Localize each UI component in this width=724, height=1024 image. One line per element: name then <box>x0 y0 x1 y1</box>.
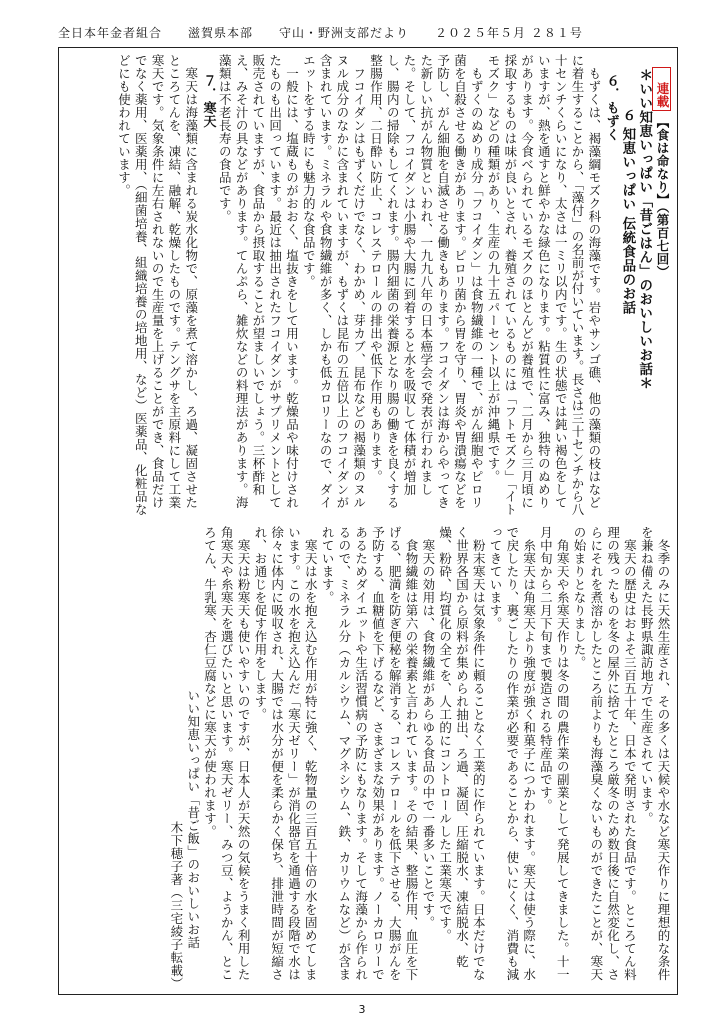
series-name: 【食は命なり】（第百七回） <box>655 115 670 278</box>
paragraph: 寒天の歴史はおよそ三百五十年、日本で発明された食品です。ところてん料理の残ったものを冬の屋外に捨てたところ厳冬のため数日後に自然変化し、さらにそれを煮溶かしたところ前よりも海藻臭くないものができたことが、寒天の始まりとなりました。 <box>572 526 638 981</box>
paragraph: もずくは、褐藻綱モズク科の海藻です。岩やサンゴ礁、他の藻類の枝はなどに着生することから、「藻付」の名前が付いています。長さは三十センチから八十センチくらいになり、太さは一ミリ以内です。生の状態では鈍い褐色をしていますが、熱を通すと鮮やかな緑色になります。粘質性に富み、独特のぬめりがあります。今食べられているモズクのほとんどが養殖で、二月から三月頃に採取するものは味が良いとされ、養殖されているものには「フトモズク」「イトモズク」などの種類があり、生産の九十五パーセント以上が沖縄県です。 <box>486 54 602 516</box>
paragraph: 角寒天や糸寒天作りは冬の間の農作業の副業として発展してきました。十一月中旬から二月下旬まで製造される特産品です。 <box>538 526 571 981</box>
paragraph: 糸寒天は角寒天より強度が強く和菓子につかわれます。寒天は使う際に、水で戻したり、裏ごしたりの作業が必要であることから、使いにくく、消費も減ってきています。 <box>488 526 537 981</box>
paragraph: 食物繊維は第六の栄養素と言われています。その結果、整腸作用、血圧を下げる、肥満を防ぎ便秘を解消する、コレステロールを低下させる、大腸がんを予防する、血糖値を下げるなど、さまざまな効果があります。ノーカロリーであるためダイエットや生活習慣病の予防にもなります。そして海藻から作られるので、ミネラル分（カルシウム、マグネシウム、鉄、カリウムなど）が含まれています。 <box>320 526 420 981</box>
newsletter-name: 守山・野洲支部だより <box>279 25 410 40</box>
section-heading-kanten: ７．寒天 <box>200 73 216 128</box>
page-number: 3 <box>358 1003 366 1016</box>
paragraph: 寒天の効用は、食物繊維があらゆる食品の中で一番多いことです。 <box>420 538 436 929</box>
byline-title: いい知恵いっぱい「昔ご飯」のおいしいお話 <box>185 688 201 949</box>
branch-name: 滋賀県本部 <box>188 25 254 40</box>
paragraph: 寒天は水を抱え込む作用が特に強く、乾物量の三百五十倍の水を固めてしまいます。この水を抱え込んだ「寒天ゼリー」が消化器官を通過する段階で水は徐々に体内に吸収され、大腸では水分が便を柔らかく保ち、排泄時間が短縮され、お通じを促す作用をします。 <box>252 526 319 981</box>
paragraph: 粉末寒天は気象条件に頼ることなく工業的に作られています。日本だけでなく世界各国から原料が集められ抽出、ろ過、凝固、圧縮脱水、凍結脱水、乾燥、粉砕、均質化の全てを、人工的にコントロールした工業寒天です。 <box>437 526 487 981</box>
paragraph: 冬季のみに天然生産され、その多くは天候や水など寒天作りに理想的な条件を兼ね備えた長野県諏訪地方で生産されています。 <box>639 526 671 981</box>
article-title: ＊いい知恵いっぱい「昔ごはん」のおいしいお話＊ <box>636 67 653 390</box>
paragraph: 一般には、塩蔵ものがおおく、塩抜きをして用います。乾燥品や味付けされたものも出回っています。最近は抽出されたフコイダンがサプリメントとして販売されていますが、食品から摂取することが望ましいでしょう。三杯酢和え、みそ汁の具などがあります。てんぷら、雑炊などの料理法があります。海藻類は不老長寿の食品です。 <box>217 54 300 509</box>
paragraph: 寒天は海藻類に含まれる炭水化物で、原藻を煮て溶かし、ろ過、凝固させたところてんを、凍結、融解、乾燥したものです。テングサを主原料にして工業寒天です。気象条件に左右されないので生産量を上げることができ、食品だけでなく薬用、医薬用、（細菌培養、組織培養の培地用、など）医薬品、化粧品などにも使われています。 <box>116 54 199 516</box>
issue-info: ２０２５年５月 ２８１号 <box>435 25 583 40</box>
article-tier-bottom <box>65 526 671 990</box>
paragraph: もずくのぬめり成分「フコイダン」は食物繊維の一種で、がん細胞やピロリ菌を自殺させる働きがあります。ピロリ菌から胃を守り、胃炎や胃潰瘍などを予防し、がん細胞を自滅させる働きもあります。フコイダンは海からやってきた新しい抗がん物質といわれ、一九九八年の日本癌学会で発表が行われました。そして、フコイダンは小腸や大腸に到着すると水を吸収して体積が増加し、腸内の掃除もしてくれます。腸内細菌の栄養源となり腸の働きを良くする整腸作用、二日酔い防止、コレステロールの排出や低下作用もあります。 <box>368 54 485 509</box>
org-name: 全日本年金者組合 <box>58 25 163 40</box>
byline-author: 木下穂子著（三宅綾子転載） <box>168 821 184 990</box>
newsletter-header <box>58 22 678 42</box>
section-heading-mozuku: ６．もずく <box>603 73 619 141</box>
paragraph: フコイダンはもずくだけでなく、わかめ、芽カブ、昆布などの褐藻類のヌルヌル成分のなかに含まれていますが、もずくは昆布の五倍以上のフコイダンが含まれています。ミネラルや食物繊維が多く、しかも低カロリーなので、ダイエットをする時にも魅力的な食品です。 <box>301 54 367 509</box>
paragraph: 寒天は粉寒天も使いやすいのですが、日本人が天然の気候をうまく利用した角寒天や糸寒天を選びたいと思います。寒天ゼリー、みつ豆、ようかん、ところてん、牛乳寒、杏仁豆腐などに寒天が使われます。 <box>202 526 252 981</box>
article-subtitle: ６ 知恵いっぱい 伝統食品のお話 <box>619 108 636 315</box>
serial-heading <box>652 54 671 518</box>
article-tier-top <box>65 54 671 518</box>
serial-tag: 連載 <box>652 67 671 112</box>
article-frame <box>58 47 678 995</box>
